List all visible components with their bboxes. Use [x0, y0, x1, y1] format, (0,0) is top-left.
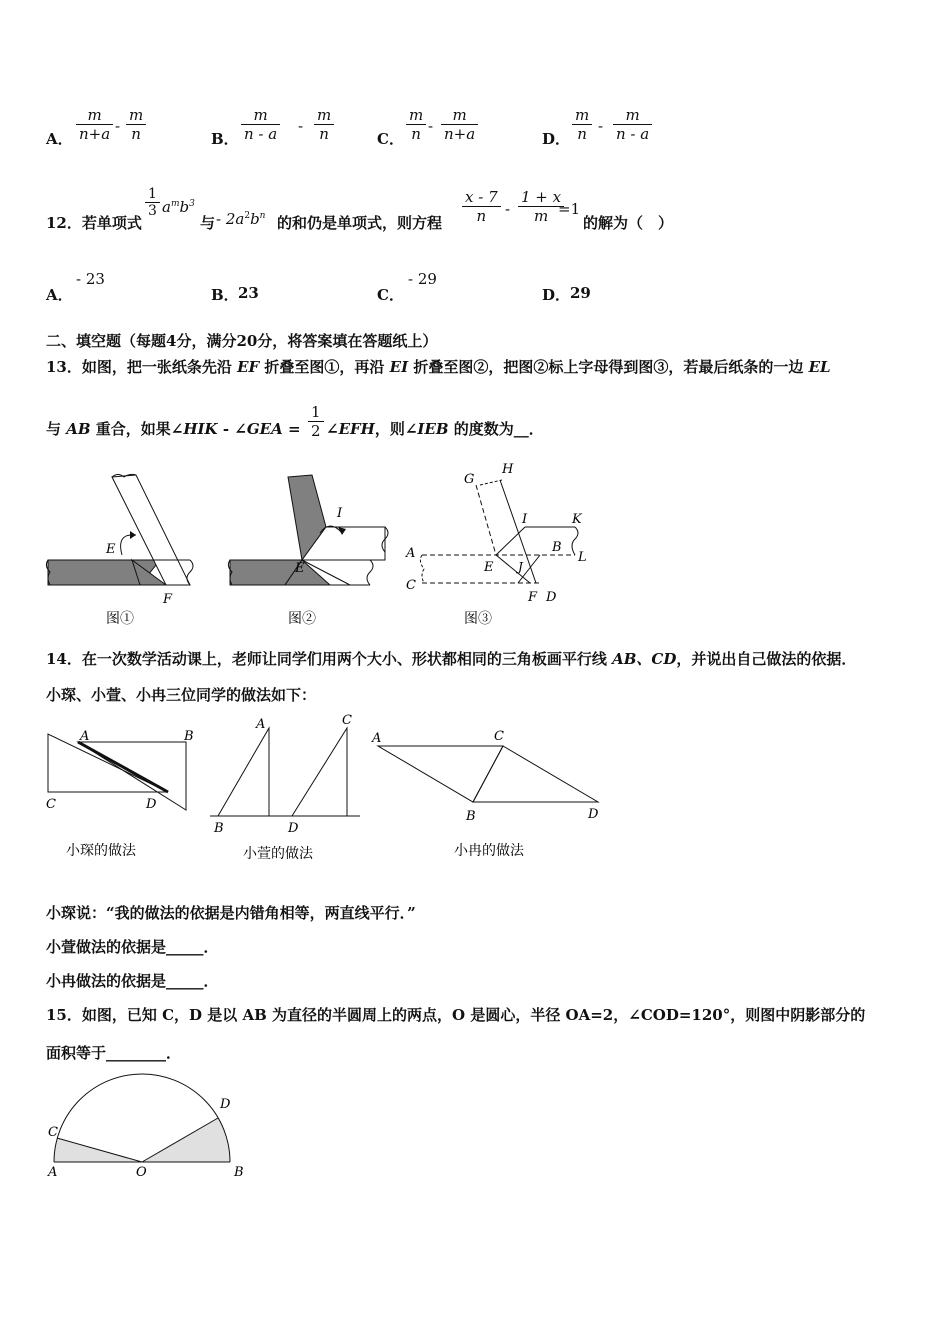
fig3-label-a: A — [372, 731, 382, 746]
fig3-edge-ef — [496, 555, 530, 583]
label-d: D — [220, 1097, 231, 1112]
fig1-label-d: D — [146, 797, 157, 812]
minus-sign: - — [428, 117, 434, 135]
q12-with: 与 — [200, 214, 216, 232]
fig1-label-e: E — [106, 542, 116, 557]
exp: 2 — [244, 211, 251, 221]
fig3-label-d: D — [588, 807, 599, 822]
q12-number: 12．若单项式 — [46, 214, 142, 232]
numerator: 1 + x — [521, 188, 562, 206]
q11-option-a-letter: A． — [46, 130, 73, 148]
fig3-label-d: D — [546, 590, 557, 605]
caption-xiaoran: 小冉的做法 — [454, 843, 524, 859]
label-a: A — [48, 1165, 58, 1180]
q12-option-d-value: 29 — [570, 284, 591, 302]
var: HIK — [183, 420, 218, 438]
denominator: n - a — [613, 124, 652, 143]
fig3-caption: 图③ — [464, 611, 492, 627]
numerator: m — [129, 106, 144, 124]
denominator: n — [406, 124, 426, 143]
denominator: n — [126, 124, 146, 143]
q11-option-d-letter: D． — [542, 130, 571, 148]
var: b — [250, 210, 260, 228]
shaded-region-bd — [142, 1118, 230, 1162]
q14-fig2 — [210, 713, 360, 862]
fig1-label-b: B — [184, 729, 194, 744]
denominator: n+a — [441, 124, 478, 143]
fig1-break-mark — [187, 560, 193, 585]
q12-option-a-value: - 23 — [76, 270, 105, 288]
q14-figures — [40, 710, 620, 870]
q11-b-frac1 — [241, 106, 280, 143]
var: AB — [66, 420, 91, 438]
var: GEA — [246, 420, 283, 438]
fig3-label-j: J — [518, 560, 523, 574]
fig3-label-i: I — [522, 512, 528, 527]
var: EFH — [338, 420, 375, 438]
q12-eq-rhs: =1 — [558, 200, 581, 218]
fig2-label-a: A — [256, 717, 266, 732]
text: ，则∠ — [374, 420, 418, 438]
text: 的度数为__． — [448, 420, 544, 438]
q12-monomial-2 — [216, 210, 265, 228]
fig2-caption: 图② — [288, 611, 316, 627]
text: 与 — [46, 420, 67, 438]
section-2-title: 二、填空题（每题4分，满分20分，将答案填在答题纸上） — [46, 332, 438, 350]
text: = — [282, 420, 301, 438]
exp: 3 — [189, 199, 195, 209]
fig3-label-c: C — [494, 729, 504, 744]
q11-c-frac2 — [441, 106, 478, 143]
q14-say-3: 小冉做法的依据是_____． — [46, 972, 219, 990]
fig3-edge-ei — [496, 527, 525, 555]
fig2-label-i: I — [337, 506, 343, 521]
fig2-break-mark — [367, 560, 373, 585]
minus-sign: - — [505, 200, 511, 218]
q11-d-frac2 — [613, 106, 652, 143]
fig3-label-k: K — [572, 512, 582, 527]
var: - 2a — [216, 210, 245, 228]
q11-option-c-letter: C． — [377, 130, 404, 148]
fig2-label-b: B — [214, 821, 224, 836]
triangle-1 — [378, 746, 503, 802]
fig3-dash — [480, 480, 502, 485]
minus-sign: - — [115, 117, 121, 135]
label-o: O — [136, 1165, 147, 1180]
numerator: m — [87, 106, 102, 124]
fig1-fold-arrow — [121, 535, 136, 555]
denominator: 2 — [308, 421, 324, 440]
text: - ∠ — [217, 420, 247, 438]
label-c: C — [48, 1125, 58, 1140]
q14-say-2: 小萱做法的依据是_____． — [46, 938, 219, 956]
fig3-label-a: A — [406, 546, 416, 561]
q12-option-c-letter: C． — [377, 286, 404, 304]
label-b: B — [234, 1165, 244, 1180]
var: AB、CD — [612, 650, 677, 668]
var: IEB — [417, 420, 449, 438]
text: ∠ — [326, 420, 339, 438]
q12-eq-frac1 — [462, 188, 501, 225]
denominator: m — [518, 206, 564, 225]
q13-line-2-end — [326, 418, 544, 439]
denominator: n — [462, 206, 501, 225]
triangle-1 — [218, 728, 269, 816]
q15-line-1: 15．如图，已知 C，D 是以 AB 为直径的半圆周上的两点，O 是圆心，半径 OA=2，∠COD=120°，则图中阴影部分的 — [46, 1006, 866, 1024]
shared-edge — [78, 742, 168, 792]
exp: n — [259, 211, 266, 221]
triangle-2 — [473, 746, 598, 802]
q11-b-frac2 — [314, 106, 334, 143]
text: ，并说出自己做法的依据． — [676, 650, 857, 668]
numerator: m — [625, 106, 640, 124]
fig2-label-c: C — [342, 713, 352, 728]
q14-fig1 — [46, 729, 194, 859]
numerator: 1 — [311, 403, 321, 421]
text: 14．在一次数学活动课上，老师让同学们用两个大小、形状都相同的三角板画平行线 — [46, 650, 613, 668]
q15-line-2: 面积等于________． — [46, 1044, 182, 1062]
fig3-label-e: E — [484, 560, 494, 575]
fig2-label-e: E — [295, 561, 305, 576]
q12-monomial-1 — [162, 198, 195, 216]
q12-option-c-value: - 29 — [408, 270, 437, 288]
denominator: 3 — [145, 202, 160, 219]
numerator: 1 — [148, 186, 157, 202]
minus-sign: - — [598, 117, 604, 135]
fig3-label-l: L — [578, 550, 587, 565]
text: 重合，如果∠ — [90, 420, 184, 438]
caption-xiaoxuan: 小萱的做法 — [243, 846, 313, 862]
fig3-label-b: B — [466, 809, 476, 824]
var: EI — [389, 358, 409, 376]
var: EF — [237, 358, 260, 376]
q11-option-b-letter: B． — [211, 130, 239, 148]
q11-a-frac2 — [126, 106, 146, 143]
text: 折叠至图②，把图②标上字母得到图③，若最后纸条的一边 — [408, 358, 809, 376]
fig3 — [405, 462, 587, 627]
var: EL — [808, 358, 831, 376]
q13-line-1 — [46, 356, 831, 377]
denominator: n — [314, 124, 334, 143]
denominator: n+a — [76, 124, 113, 143]
fig1 — [46, 474, 193, 627]
q12-option-a-letter: A． — [46, 286, 73, 304]
fig3-label-f: F — [528, 590, 538, 605]
fig3-label-h: H — [502, 462, 514, 477]
numerator: m — [452, 106, 467, 124]
numerator: m — [317, 106, 332, 124]
q12-text-end: 的解为（ ） — [583, 214, 674, 232]
numerator: m — [253, 106, 268, 124]
minus-sign: - — [298, 117, 304, 135]
var: a — [162, 198, 171, 216]
q12-option-b-letter: B． — [211, 286, 239, 304]
text: 折叠至图①，再沿 — [259, 358, 390, 376]
q12-coefficient — [145, 186, 160, 219]
denominator: n — [572, 124, 592, 143]
q12-option-b-value: 23 — [238, 284, 259, 302]
numerator: m — [409, 106, 424, 124]
denominator: n - a — [241, 124, 280, 143]
numerator: x - 7 — [465, 188, 498, 206]
numerator: m — [575, 106, 590, 124]
q14-say-1: 小琛说：“我的做法的依据是内错角相等，两直线平行．” — [46, 904, 416, 922]
fig2 — [228, 475, 388, 627]
fig2-label-d: D — [288, 821, 299, 836]
q14-line-2: 小琛、小萱、小冉三位同学的做法如下： — [46, 686, 317, 704]
q12-text-mid: 的和仍是单项式，则方程 — [277, 214, 443, 232]
arrow-icon — [130, 531, 136, 539]
q13-line-2 — [46, 418, 301, 439]
text: 13．如图，把一张纸条先沿 — [46, 358, 238, 376]
fig3-label-b: B — [552, 540, 562, 555]
fig3-label-g: G — [464, 472, 475, 487]
fig1-label-a: A — [80, 729, 90, 744]
q13-half — [308, 403, 324, 440]
fig1-label-c: C — [46, 797, 56, 812]
q15-figure — [40, 1070, 260, 1180]
q14-line-1 — [46, 648, 856, 669]
var: b — [179, 198, 190, 216]
fig1-label-f: F — [163, 592, 173, 607]
q11-a-frac1 — [76, 106, 113, 143]
fig3-dash — [476, 485, 496, 555]
fig3-label-c: C — [406, 578, 416, 593]
q13-figures — [40, 455, 600, 630]
q11-d-frac1 — [572, 106, 592, 143]
q11-c-frac1 — [406, 106, 426, 143]
fig1-caption: 图① — [106, 611, 134, 627]
caption-xiaochen: 小琛的做法 — [66, 843, 136, 859]
fig3-break-mark — [420, 555, 424, 583]
exp: m — [170, 199, 180, 209]
q14-fig3 — [371, 729, 599, 859]
q12-option-d-letter: D． — [542, 286, 571, 304]
triangle-2 — [292, 728, 347, 816]
